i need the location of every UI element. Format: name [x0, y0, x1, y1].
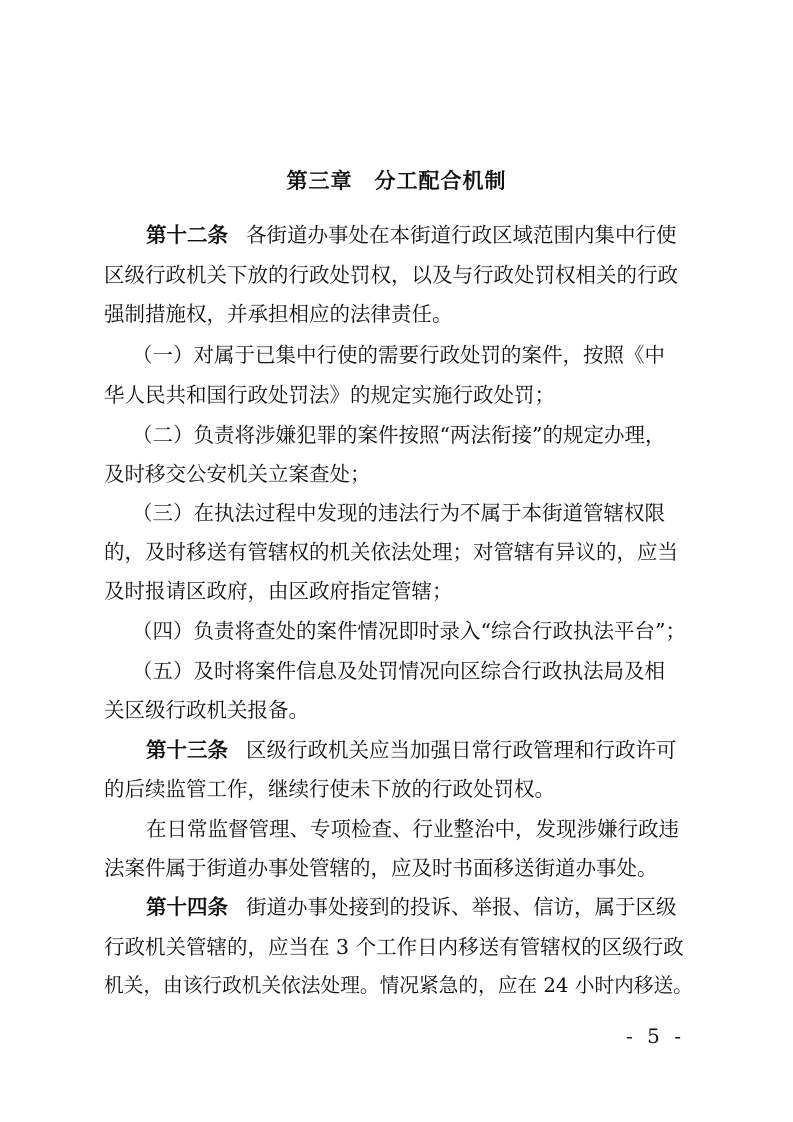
article-12-line-1 [0, 220, 793, 250]
item-2-line-1 [0, 420, 793, 450]
article-12-text-2: 区级行政机关下放的行政处罚权，以及与行政处罚权相关的行政 [104, 263, 678, 287]
article-12-text-3: 强制措施权，并承担相应的法律责任。 [104, 302, 453, 326]
item-3-text-2: 的，及时移送有管辖权的机关依法处理；对管辖有异议的，应当 [104, 540, 678, 564]
item-5-text-1: （五）及时将案件信息及处罚情况向区综合行政执法局及相 [132, 659, 665, 683]
article-14-line-1 [0, 892, 793, 922]
page-number: - 5 - [626, 1024, 685, 1048]
article-14-text-3: 机关，由该行政机关依法处理。情况紧急的，应在 24 小时内移送。 [104, 974, 693, 997]
item-5-text-2: 关区级行政机关报备。 [104, 698, 309, 722]
item-1-text-2: 华人民共和国行政处罚法》的规定实施行政处罚； [104, 383, 555, 407]
article-13-para-2-line-2 [0, 853, 793, 883]
chapter-title: 第三章 分工配合机制 [286, 169, 507, 193]
article-12-line-2 [0, 260, 793, 290]
article-12-line-3 [0, 299, 793, 329]
item-5-line-2 [0, 695, 793, 725]
item-2-line-2 [0, 459, 793, 489]
item-3-line-1 [0, 498, 793, 528]
article-14-line-3 [0, 971, 793, 1001]
item-3-line-2 [0, 537, 793, 567]
article-13-para-2-text-2: 法案件属于街道办事处管辖的，应及时书面移送街道办事处。 [104, 856, 658, 880]
item-1-line-1 [0, 340, 793, 370]
article-14-line-2 [0, 932, 793, 962]
item-2-text-1: （二）负责将涉嫌犯罪的案件按照“两法衔接”的规定办理， [132, 423, 666, 447]
item-1-line-2 [0, 380, 793, 410]
article-13-para-2-text-1: 在日常监督管理、专项检查、行业整治中，发现涉嫌行政违 [146, 817, 679, 841]
article-14-label: 第十四条 [146, 895, 228, 919]
item-2-text-2: 及时移交公安机关立案查处； [104, 462, 371, 486]
item-4-text-1: （四）负责将查处的案件情况即时录入“综合行政执法平台”； [132, 619, 686, 643]
item-3-text-3: 及时报请区政府，由区政府指定管辖； [104, 579, 453, 603]
article-12-text-1: 各街道办事处在本街道行政区域范围内集中行使 [246, 223, 677, 247]
article-13-line-2 [0, 774, 793, 804]
item-5-line-1 [0, 656, 793, 686]
article-12-label: 第十二条 [146, 223, 228, 247]
article-13-label: 第十三条 [146, 738, 228, 762]
article-14-text-2: 行政机关管辖的，应当在 3 个工作日内移送有管辖权的区级行政 [104, 935, 684, 959]
article-13-text-2: 的后续监管工作，继续行使未下放的行政处罚权。 [104, 777, 555, 801]
item-4-line-1 [0, 616, 793, 646]
article-14-text-1: 街道办事处接到的投诉、举报、信访，属于区级 [246, 895, 677, 919]
item-1-text-1: （一）对属于已集中行使的需要行政处罚的案件，按照《中 [132, 343, 665, 367]
article-13-text-1: 区级行政机关应当加强日常行政管理和行政许可 [246, 738, 677, 762]
article-13-line-1 [0, 735, 793, 765]
article-13-para-2-line-1 [0, 814, 793, 844]
item-3-text-1: （三）在执法过程中发现的违法行为不属于本街道管辖权限 [132, 501, 665, 525]
item-3-line-3 [0, 576, 793, 606]
